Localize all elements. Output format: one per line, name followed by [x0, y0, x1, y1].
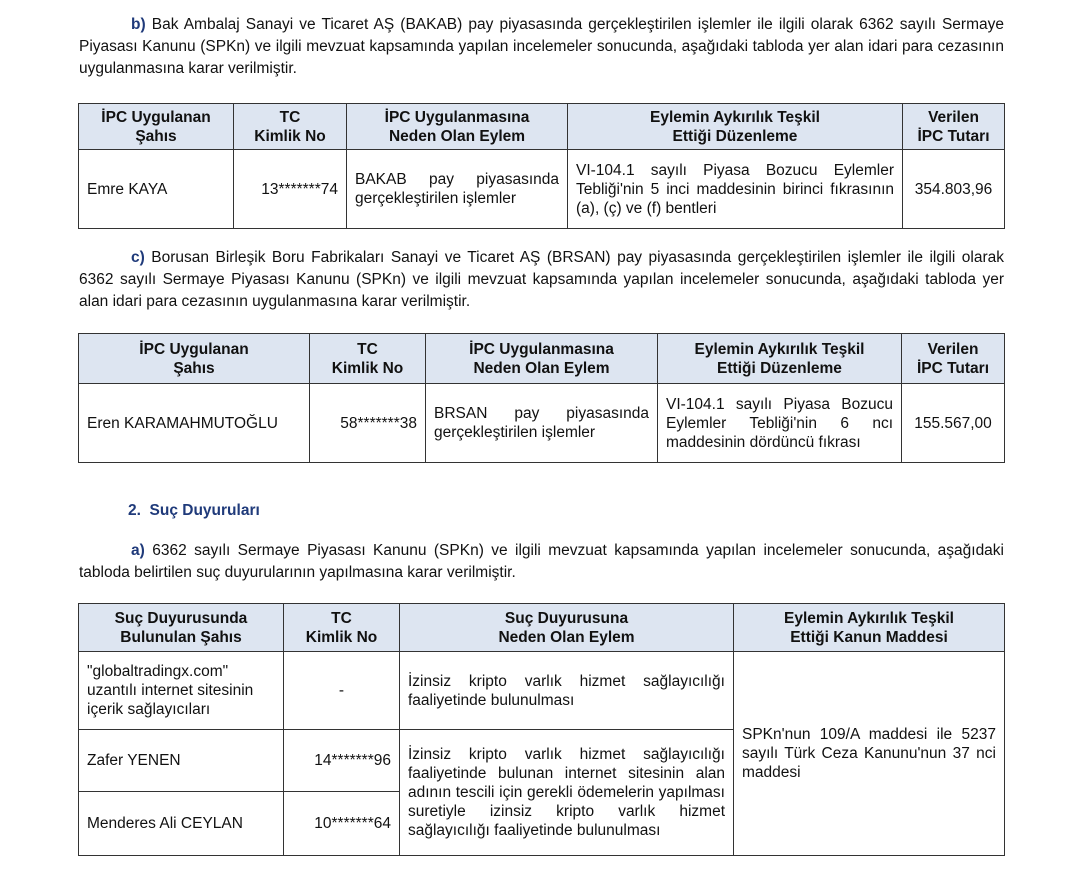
- col-header-action: İPC Uygulanmasına Neden Olan Eylem: [347, 104, 568, 150]
- section-2a-paragraph: [79, 540, 1004, 584]
- cell-person: Eren KARAMAHMUTOĞLU: [79, 384, 310, 463]
- table-header-row: [79, 334, 1005, 384]
- ipc-table-brsan: [78, 333, 1005, 463]
- table-row: [79, 150, 1005, 229]
- table-header-row: [79, 604, 1005, 652]
- cell-law-merged: SPKn'nun 109/A maddesi ile 5237 sayılı Türk Ceza Kanunu'nun 37 nci maddesi: [734, 652, 1005, 856]
- col-header-regulation: Eylemin Aykırılık Teşkil Ettiği Düzenleme: [658, 334, 902, 384]
- col-header-person: İPC Uygulanan Şahıs: [79, 334, 310, 384]
- col-header-action: İPC Uygulanmasına Neden Olan Eylem: [426, 334, 658, 384]
- section-b-marker: b): [131, 16, 146, 33]
- cell-tc: 10*******64: [284, 792, 400, 856]
- section-2-heading: 2. Suç Duyuruları: [128, 502, 260, 519]
- col-header-person: Suç Duyurusunda Bulunulan Şahıs: [79, 604, 284, 652]
- section-c-text: Borusan Birleşik Boru Fabrikaları Sanayi ve Ticaret AŞ (BRSAN) pay piyasasında gerçekleştirilen işlemler ile ilgili olarak 6362 sayılı Sermaye Piyasası Kanunu (SPKn) ve ilgili mevzuat kapsamında yapılan incelemeler sonucunda, aşağıdaki tabloda yer alan idari para cezasının uygulanmasına karar verilmiştir.: [79, 249, 1004, 310]
- table-header-row: [79, 104, 1005, 150]
- cell-action-merged: İzinsiz kripto varlık hizmet sağlayıcılığı faaliyetinde bulunan internet sitesinin alan adının tescili için gerekli ödemelerin yapılması suretiyle izinsiz kripto varlık hizmet sağlayıcılığı faaliyetinde bulunulması: [400, 730, 734, 856]
- col-header-law: Eylemin Aykırılık Teşkil Ettiği Kanun Maddesi: [734, 604, 1005, 652]
- section-2a-marker: a): [131, 542, 145, 559]
- table-row: [79, 652, 1005, 730]
- section-b-paragraph: [79, 14, 1004, 80]
- section-b-text: Bak Ambalaj Sanayi ve Ticaret AŞ (BAKAB) pay piyasasında gerçekleştirilen işlemler ile ilgili olarak 6362 sayılı Sermaye Piyasası Kanunu (SPKn) ve ilgili mevzuat kapsamında yapılan incelemeler sonucunda, aşağıdaki tabloda yer alan idari para cezasının uygulanmasına karar verilmiştir.: [79, 16, 1004, 77]
- col-header-tc: TC Kimlik No: [284, 604, 400, 652]
- cell-person: Emre KAYA: [79, 150, 234, 229]
- cell-tc: 13*******74: [234, 150, 347, 229]
- col-header-tc: TC Kimlik No: [234, 104, 347, 150]
- cell-person: Menderes Ali CEYLAN: [79, 792, 284, 856]
- col-header-amount: Verilen İPC Tutarı: [903, 104, 1005, 150]
- col-header-tc: TC Kimlik No: [310, 334, 426, 384]
- cell-action: BRSAN pay piyasasında gerçekleştirilen işlemler: [426, 384, 658, 463]
- col-header-regulation: Eylemin Aykırılık Teşkil Ettiği Düzenleme: [568, 104, 903, 150]
- col-header-person: İPC Uygulanan Şahıs: [79, 104, 234, 150]
- table-row: [79, 384, 1005, 463]
- cell-amount: 155.567,00: [902, 384, 1005, 463]
- col-header-amount: Verilen İPC Tutarı: [902, 334, 1005, 384]
- cell-person: Zafer YENEN: [79, 730, 284, 792]
- cell-action: BAKAB pay piyasasında gerçekleştirilen işlemler: [347, 150, 568, 229]
- cell-tc: -: [284, 652, 400, 730]
- cell-action: İzinsiz kripto varlık hizmet sağlayıcılığı faaliyetinde bulunulması: [400, 652, 734, 730]
- cell-person: "globaltradingx.com" uzantılı internet sitesinin içerik sağlayıcıları: [79, 652, 284, 730]
- section-c-paragraph: [79, 247, 1004, 313]
- cell-tc: 14*******96: [284, 730, 400, 792]
- section-c-marker: c): [131, 249, 145, 266]
- cell-regulation: VI-104.1 sayılı Piyasa Bozucu Eylemler Tebliği'nin 6 ncı maddesinin dördüncü fıkrası: [658, 384, 902, 463]
- cell-regulation: VI-104.1 sayılı Piyasa Bozucu Eylemler Tebliği'nin 5 inci maddesinin birinci fıkrasının (a), (ç) ve (f) bentleri: [568, 150, 903, 229]
- ipc-table-bakab: [78, 103, 1005, 229]
- col-header-action: Suç Duyurusuna Neden Olan Eylem: [400, 604, 734, 652]
- section-2a-text: 6362 sayılı Sermaye Piyasası Kanunu (SPKn) ve ilgili mevzuat kapsamında yapılan incelemeler sonucunda, aşağıdaki tabloda belirtilen suç duyurularının yapılmasına karar verilmiştir.: [79, 542, 1005, 581]
- cell-tc: 58*******38: [310, 384, 426, 463]
- suc-duyurusu-table: [78, 603, 1005, 856]
- cell-amount: 354.803,96: [903, 150, 1005, 229]
